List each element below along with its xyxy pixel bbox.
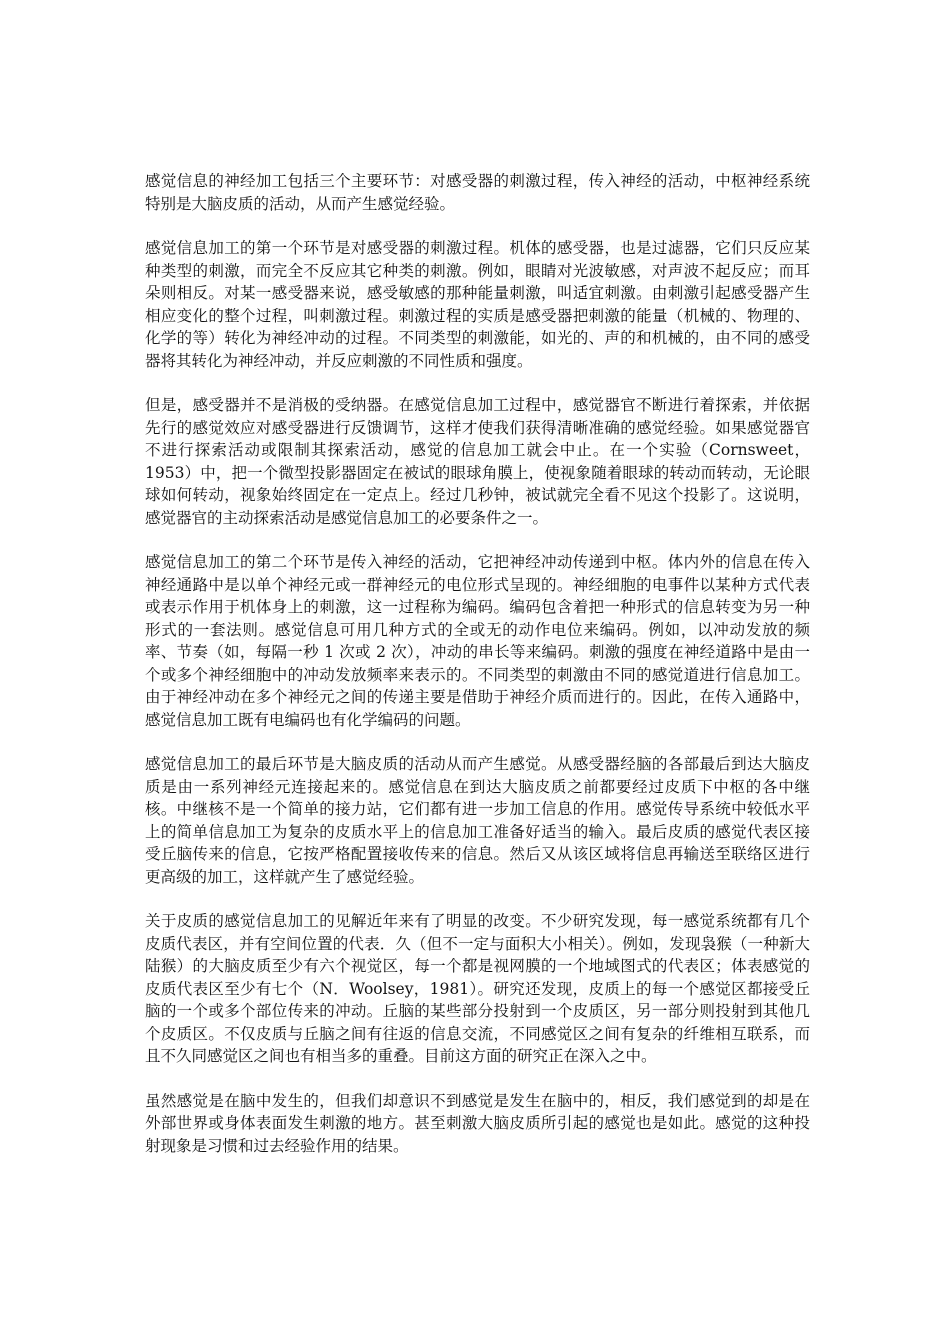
paragraph-active-exploration: 但是，感受器并不是消极的受纳器。在感觉信息加工过程中，感觉器官不断进行着探索，并依据先行的感觉效应对感受器进行反馈调节，这样才使我们获得清晰准确的感觉经验。如果感觉器官不进行探索活动或限制其探索活动，感觉的信息加工就会中止。在一个实验（Cornsweet，1953）中，把一个微型投影器固定在被试的眼球角膜上，使视象随着眼球的转动而转动，无论眼球如何转动，视象始终固定在一定点上。经过几秒钟，被试就完全看不见这个投影了。这说明，感觉器官的主动探索活动是感觉信息加工的必要条件之一。 [145, 396, 810, 527]
paragraph-cerebral-cortex: 感觉信息加工的最后环节是大脑皮质的活动从而产生感觉。从感受器经脑的各部最后到达大脑皮质是由一系列神经元连接起来的。感觉信息在到达大脑皮质之前都要经过皮质下中枢的各中继核。中继核不是一个简单的接力站，它们都有进一步加工信息的作用。感觉传导系统中较低水平上的简单信息加工为复杂的皮质水平上的信息加工准备好适当的输入。最后皮质的感觉代表区接受丘脑传来的信息，它按严格配置接收传来的信息。然后又从该区域将信息再输送至联络区进行更高级的加工，这样就产生了感觉经验。 [145, 755, 810, 886]
paragraph-afferent-nerve: 感觉信息加工的第二个环节是传入神经的活动，它把神经冲动传递到中枢。体内外的信息在传入神经通路中是以单个神经元或一群神经元的电位形式呈现的。神经细胞的电事件以某种方式代表或表示作用于机体身上的刺激，这一过程称为编码。编码包含着把一种形式的信息转变为另一种形式的一套法则。感觉信息可用几种方式的全或无的动作电位来编码。例如，以冲动发放的频率、节奏（如，每隔一秒 1 次或 2 次），冲动的串长等来编码。刺激的强度在神经道路中是由一个或多个神经细胞中的冲动发放频率来表示的。不同类型的刺激由不同的感觉道进行信息加工。由于神经冲动在多个神经元之间的传递主要是借助于神经介质而进行的。因此，在传入通路中，感觉信息加工既有电编码也有化学编码的问题。 [145, 553, 810, 729]
paragraph-projection: 虽然感觉是在脑中发生的，但我们却意识不到感觉是发生在脑中的，相反，我们感觉到的却是在外部世界或身体表面发生刺激的地方。甚至刺激大脑皮质所引起的感觉也是如此。感觉的这种投射现象是习惯和过去经验作用的结果。 [145, 1091, 810, 1155]
paragraph-cortical-areas: 关于皮质的感觉信息加工的见解近年来有了明显的改变。不少研究发现，每一感觉系统都有几个皮质代表区，并有空间位置的代表．久（但不一定与面积大小相关）。例如，发现袅猴（一种新大陆猴）的大脑皮质至少有六个视觉区，每一个都是视网膜的一个地域图式的代表区；体表感觉的皮质代表区至少有七个（N．Woolsey，1981）。研究还发现，皮质上的每一个感觉区都接受丘脑的一个或多个部位传来的冲动。丘脑的某些部分投射到一个皮质区，另一部分则投射到其他几个皮质区。不仅皮质与丘脑之间有往返的信息交流，不同感觉区之间有复杂的纤维相互联系，而且不久同感觉区之间也有相当多的重叠。目前这方面的研究正在深入之中。 [145, 912, 810, 1065]
paragraph-intro: 感觉信息的神经加工包括三个主要环节：对感受器的刺激过程，传入神经的活动，中枢神经系统特别是大脑皮质的活动，从而产生感觉经验。 [145, 172, 810, 213]
document-page [145, 170, 810, 1179]
paragraph-stimulation-process: 感觉信息加工的第一个环节是对感受器的刺激过程。机体的感受器，也是过滤器，它们只反应某种类型的刺激，而完全不反应其它种类的刺激。例如，眼睛对光波敏感，对声波不起反应；而耳朵则相反。对某一感受器来说，感受敏感的那种能量刺激，叫适宜刺激。由刺激引起感受器产生相应变化的整个过程，叫刺激过程。刺激过程的实质是感受器把刺激的能量（机械的、物理的、化学的等）转化为神经冲动的过程。不同类型的刺激能，如光的、声的和机械的，由不同的感受器将其转化为神经冲动，并反应刺激的不同性质和强度。 [145, 239, 810, 370]
